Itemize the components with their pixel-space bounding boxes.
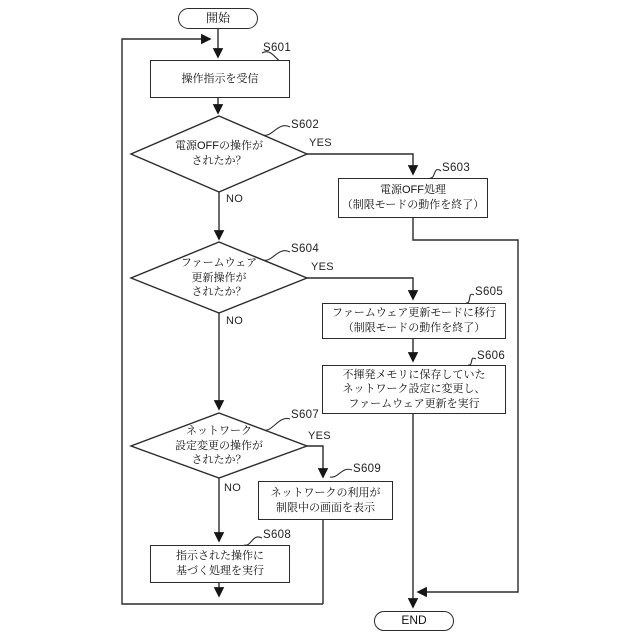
step-label-s609: S609 [353,463,382,475]
node-s608: 指示された操作に 基づく処理を実行 [150,545,290,583]
node-s605: ファームウェア更新モードに移行 （制限モードの動作を終了） [322,303,506,339]
yes-label-s607: YES [308,430,331,442]
yes-label-s604: YES [311,261,334,273]
decision-s604-text: ファームウェア 更新操作が されたか？ [180,257,258,299]
node-s601: 操作指示を受信 [150,60,290,98]
leader-s609 [330,469,352,477]
no-label-s602: NO [226,193,244,205]
edge-s602-yes-to-s603 [307,154,413,174]
edge-s607-yes-to-s609 [307,446,323,477]
step-label-s604: S604 [291,243,320,255]
no-label-s604: NO [226,315,244,327]
yes-label-s602: YES [309,137,332,149]
step-label-s606: S606 [477,350,506,362]
step-label-s608: S608 [263,529,292,541]
end-terminal: END [374,611,454,631]
step-label-s601: S601 [263,42,292,54]
leader-s608 [244,537,262,545]
step-label-s603: S603 [442,162,471,174]
edge-s604-yes-to-s605 [307,278,413,299]
step-label-s602: S602 [291,119,320,131]
no-label-s607: NO [224,482,242,494]
leader-s603 [430,169,441,178]
node-s603: 電源OFF処理 （制限モードの動作を終了） [338,178,488,218]
step-label-s605: S605 [475,286,504,298]
start-terminal: 開始 [178,8,258,29]
node-s609: ネットワークの利用が 制限中の画面を表示 [258,481,393,520]
decision-s602-text: 電源OFFの操作が されたか？ [175,140,263,167]
decision-s607-text: ネットワーク 設定変更の操作が されたか？ [175,425,263,467]
leader-s605 [466,294,474,303]
step-label-s607: S607 [291,409,320,421]
node-s606: 不揮発メモリに保存していた ネットワーク設定に変更し、 ファームウェア更新を実行 [322,365,506,414]
